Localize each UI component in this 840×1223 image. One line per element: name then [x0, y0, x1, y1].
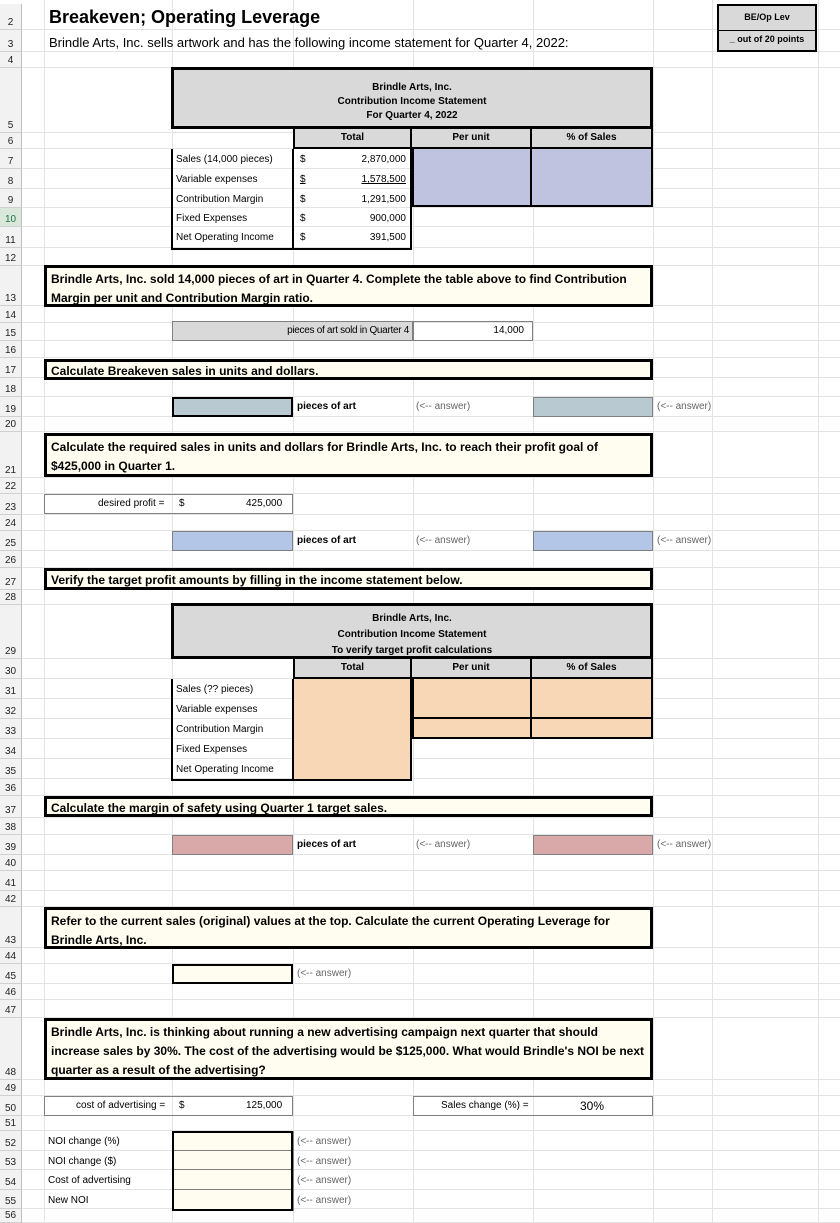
breakeven-hint-1: (<-- answer)	[416, 401, 471, 412]
badge-points[interactable]: _ out of 20 points	[729, 34, 805, 44]
row-header[interactable]: 15	[0, 323, 22, 341]
safety-hint-2: (<-- answer)	[657, 839, 712, 850]
row-header[interactable]: 24	[0, 515, 22, 531]
statement-2-name: Contribution Income Statement	[337, 629, 487, 640]
row-header[interactable]: 35	[0, 759, 22, 779]
row-header[interactable]: 38	[0, 818, 22, 835]
statement-1-line-value: 391,500	[369, 232, 406, 243]
question-margin-of-safety: Calculate the margin of safety using Quarter 1 target sales.	[44, 796, 653, 817]
verify-total-input[interactable]	[292, 679, 412, 781]
row-header[interactable]: 17	[0, 358, 22, 378]
statement-1-col-pct: % of Sales	[532, 129, 653, 149]
statement-1-line-value: 900,000	[369, 213, 406, 224]
breakeven-dollars-input[interactable]	[533, 397, 653, 417]
noi-answer-hint: (<-- answer)	[297, 1156, 352, 1167]
row-header[interactable]: 25	[0, 531, 22, 551]
row-header[interactable]: 37	[0, 796, 22, 818]
noi-line-label: Cost of advertising	[48, 1175, 131, 1186]
target-hint-2: (<-- answer)	[657, 535, 712, 546]
target-units-input[interactable]	[172, 531, 293, 551]
pieces-sold-value: 14,000	[413, 321, 533, 341]
statement-1-line-label: Net Operating Income	[176, 232, 274, 243]
question-operating-leverage: Refer to the current sales (original) values at the top. Calculate the current Operating Leverage for Brindle Arts, Inc.	[44, 907, 653, 949]
noi-answer-block[interactable]	[172, 1131, 293, 1211]
row-header[interactable]: 39	[0, 835, 22, 855]
row-header[interactable]: 50	[0, 1096, 22, 1116]
advertising-cost-value: 125,000	[246, 1100, 283, 1111]
row-header[interactable]: 13	[0, 266, 22, 306]
page-title: Breakeven; Operating Leverage	[49, 7, 321, 27]
row-header[interactable]: 28	[0, 590, 22, 605]
row-header[interactable]: 48	[0, 1018, 22, 1080]
row-header[interactable]: 19	[0, 397, 22, 417]
row-header[interactable]: 33	[0, 719, 22, 739]
statement-1-line-currency: $	[300, 174, 306, 185]
row-header[interactable]: 31	[0, 679, 22, 699]
statement-1-col-per-unit: Per unit	[412, 129, 532, 149]
advertising-cost-label: cost of advertising =	[76, 1100, 166, 1111]
question-cm: Brindle Arts, Inc. sold 14,000 pieces of art in Quarter 4. Complete the table above to find Contribution Margin per unit and Contribution Margin ratio.	[44, 265, 653, 307]
badge-name: BE/Op Lev	[744, 12, 790, 22]
statement-1-line-label: Variable expenses	[176, 174, 258, 185]
row-header[interactable]: 36	[0, 779, 22, 796]
row-header[interactable]: 4	[0, 52, 22, 68]
statement-1-line-currency: $	[300, 154, 306, 165]
statement-1-line-label: Fixed Expenses	[176, 213, 248, 224]
breakeven-units-label: pieces of art	[297, 401, 356, 412]
row-header[interactable]: 18	[0, 378, 22, 397]
sales-change-label: Sales change (%) =	[441, 1100, 529, 1111]
statement-2-col-total: Total	[293, 659, 412, 679]
statement-1-col-total: Total	[293, 129, 412, 149]
question-advertising: Brindle Arts, Inc. is thinking about running a new advertising campaign next quarter that should increase sales by 30%. The cost of the advertising would be $125,000. What would Brindle's NOI be next quarter as a result of the advertising?	[44, 1018, 653, 1080]
row-header[interactable]: 11	[0, 227, 22, 248]
noi-line-label: New NOI	[48, 1195, 89, 1206]
row-header[interactable]: 21	[0, 432, 22, 478]
row-header[interactable]: 44	[0, 948, 22, 964]
pieces-sold-label: pieces of art sold in Quarter 4	[172, 321, 413, 341]
desired-profit-label: desired profit =	[98, 498, 165, 509]
statement-1-line-value: 1,578,500	[361, 174, 406, 185]
safety-units-input[interactable]	[172, 835, 293, 855]
statement-1-line-currency: $	[300, 213, 306, 224]
row-header[interactable]: 16	[0, 341, 22, 358]
row-header[interactable]: 32	[0, 699, 22, 719]
question-target-profit: Calculate the required sales in units and dollars for Brindle Arts, Inc. to reach their profit goal of $425,000 in Quarter 1.	[44, 433, 653, 477]
intro-text: Brindle Arts, Inc. sells artwork and has the following income statement for Quarter 4, 2022:	[49, 35, 569, 50]
statement-1-period: For Quarter 4, 2022	[366, 110, 458, 121]
statement-1-line-value: 2,870,000	[361, 154, 406, 165]
row-header[interactable]: 5	[0, 68, 22, 133]
sales-change-value: 30%	[580, 1099, 605, 1113]
statement-1-company: Brindle Arts, Inc.	[372, 82, 452, 93]
question-verify: Verify the target profit amounts by filling in the income statement below.	[44, 568, 653, 590]
verify-pct-input[interactable]	[532, 679, 653, 739]
row-header[interactable]: 12	[0, 248, 22, 266]
row-header[interactable]: 29	[0, 605, 22, 659]
operating-leverage-input[interactable]	[172, 964, 293, 984]
row-header[interactable]: 20	[0, 417, 22, 432]
row-header[interactable]: 41	[0, 871, 22, 891]
row-header[interactable]: 7	[0, 149, 22, 169]
breakeven-hint-2: (<-- answer)	[657, 401, 712, 412]
row-header[interactable]: 45	[0, 964, 22, 984]
statement-1-line-currency: $	[300, 194, 306, 205]
row-header[interactable]: 27	[0, 568, 22, 590]
noi-answer-hint: (<-- answer)	[297, 1195, 352, 1206]
badge	[717, 4, 817, 52]
advertising-cost-currency: $	[179, 1100, 185, 1111]
row-header[interactable]: 47	[0, 1000, 22, 1018]
desired-profit-currency: $	[179, 498, 185, 509]
statement-2-col-pct: % of Sales	[532, 659, 653, 679]
statement-1-line-label: Contribution Margin	[176, 194, 264, 205]
statement-1-line-value: 1,291,500	[361, 194, 406, 205]
question-breakeven: Calculate Breakeven sales in units and dollars.	[44, 359, 653, 380]
verify-per-unit-input[interactable]	[412, 679, 532, 739]
noi-answer-hint: (<-- answer)	[297, 1175, 352, 1186]
row-header[interactable]: 9	[0, 189, 22, 208]
row-header[interactable]: 22	[0, 478, 22, 494]
statement-1-line-label: Sales (14,000 pieces)	[176, 154, 273, 165]
statement-2-company: Brindle Arts, Inc.	[372, 613, 452, 624]
noi-line-label: NOI change ($)	[48, 1156, 117, 1167]
per-unit-answer-cell[interactable]	[412, 149, 532, 207]
row-header[interactable]: 34	[0, 739, 22, 759]
pct-of-sales-answer-cell[interactable]	[532, 149, 653, 207]
row-header[interactable]: 23	[0, 494, 22, 515]
row-header[interactable]: 14	[0, 306, 22, 323]
statement-2-header	[171, 603, 653, 659]
row-header[interactable]: 51	[0, 1116, 22, 1131]
statement-1-header	[171, 67, 653, 129]
row-header[interactable]: 2	[0, 4, 22, 30]
statement-2-line-label: Fixed Expenses	[176, 744, 248, 755]
row-header[interactable]: 54	[0, 1170, 22, 1190]
statement-2-line-label: Sales (?? pieces)	[176, 684, 254, 695]
noi-line-label: NOI change (%)	[48, 1136, 120, 1147]
statement-2-line-label: Contribution Margin	[176, 724, 264, 735]
row-header[interactable]: 42	[0, 891, 22, 907]
row-header[interactable]: 10	[0, 208, 22, 227]
safety-dollars-input[interactable]	[533, 835, 653, 855]
safety-units-label: pieces of art	[297, 839, 356, 850]
target-units-label: pieces of art	[297, 535, 356, 546]
row-header[interactable]: 40	[0, 855, 22, 871]
row-header[interactable]: 3	[0, 30, 22, 52]
safety-hint-1: (<-- answer)	[416, 839, 471, 850]
target-hint-1: (<-- answer)	[416, 535, 471, 546]
target-dollars-input[interactable]	[533, 531, 653, 551]
row-header[interactable]: 55	[0, 1190, 22, 1209]
row-header[interactable]: 46	[0, 984, 22, 1000]
row-header[interactable]: 43	[0, 907, 22, 948]
row-header[interactable]: 26	[0, 551, 22, 568]
leverage-hint: (<-- answer)	[297, 968, 352, 979]
desired-profit-value: 425,000	[246, 498, 283, 509]
statement-2-col-per-unit: Per unit	[412, 659, 532, 679]
statement-1-name: Contribution Income Statement	[337, 96, 487, 107]
row-header[interactable]: 53	[0, 1151, 22, 1170]
statement-2-period: To verify target profit calculations	[331, 645, 493, 656]
row-header[interactable]: 8	[0, 169, 22, 189]
statement-1-line-currency: $	[300, 232, 306, 243]
row-header[interactable]: 56	[0, 1209, 22, 1223]
noi-answer-hint: (<-- answer)	[297, 1136, 352, 1147]
statement-2-line-label: Net Operating Income	[176, 764, 274, 775]
row-header[interactable]: 30	[0, 659, 22, 679]
statement-2-line-label: Variable expenses	[176, 704, 258, 715]
row-header[interactable]: 49	[0, 1080, 22, 1096]
breakeven-units-input[interactable]	[172, 397, 293, 417]
row-header[interactable]: 6	[0, 133, 22, 149]
row-header[interactable]: 52	[0, 1131, 22, 1151]
